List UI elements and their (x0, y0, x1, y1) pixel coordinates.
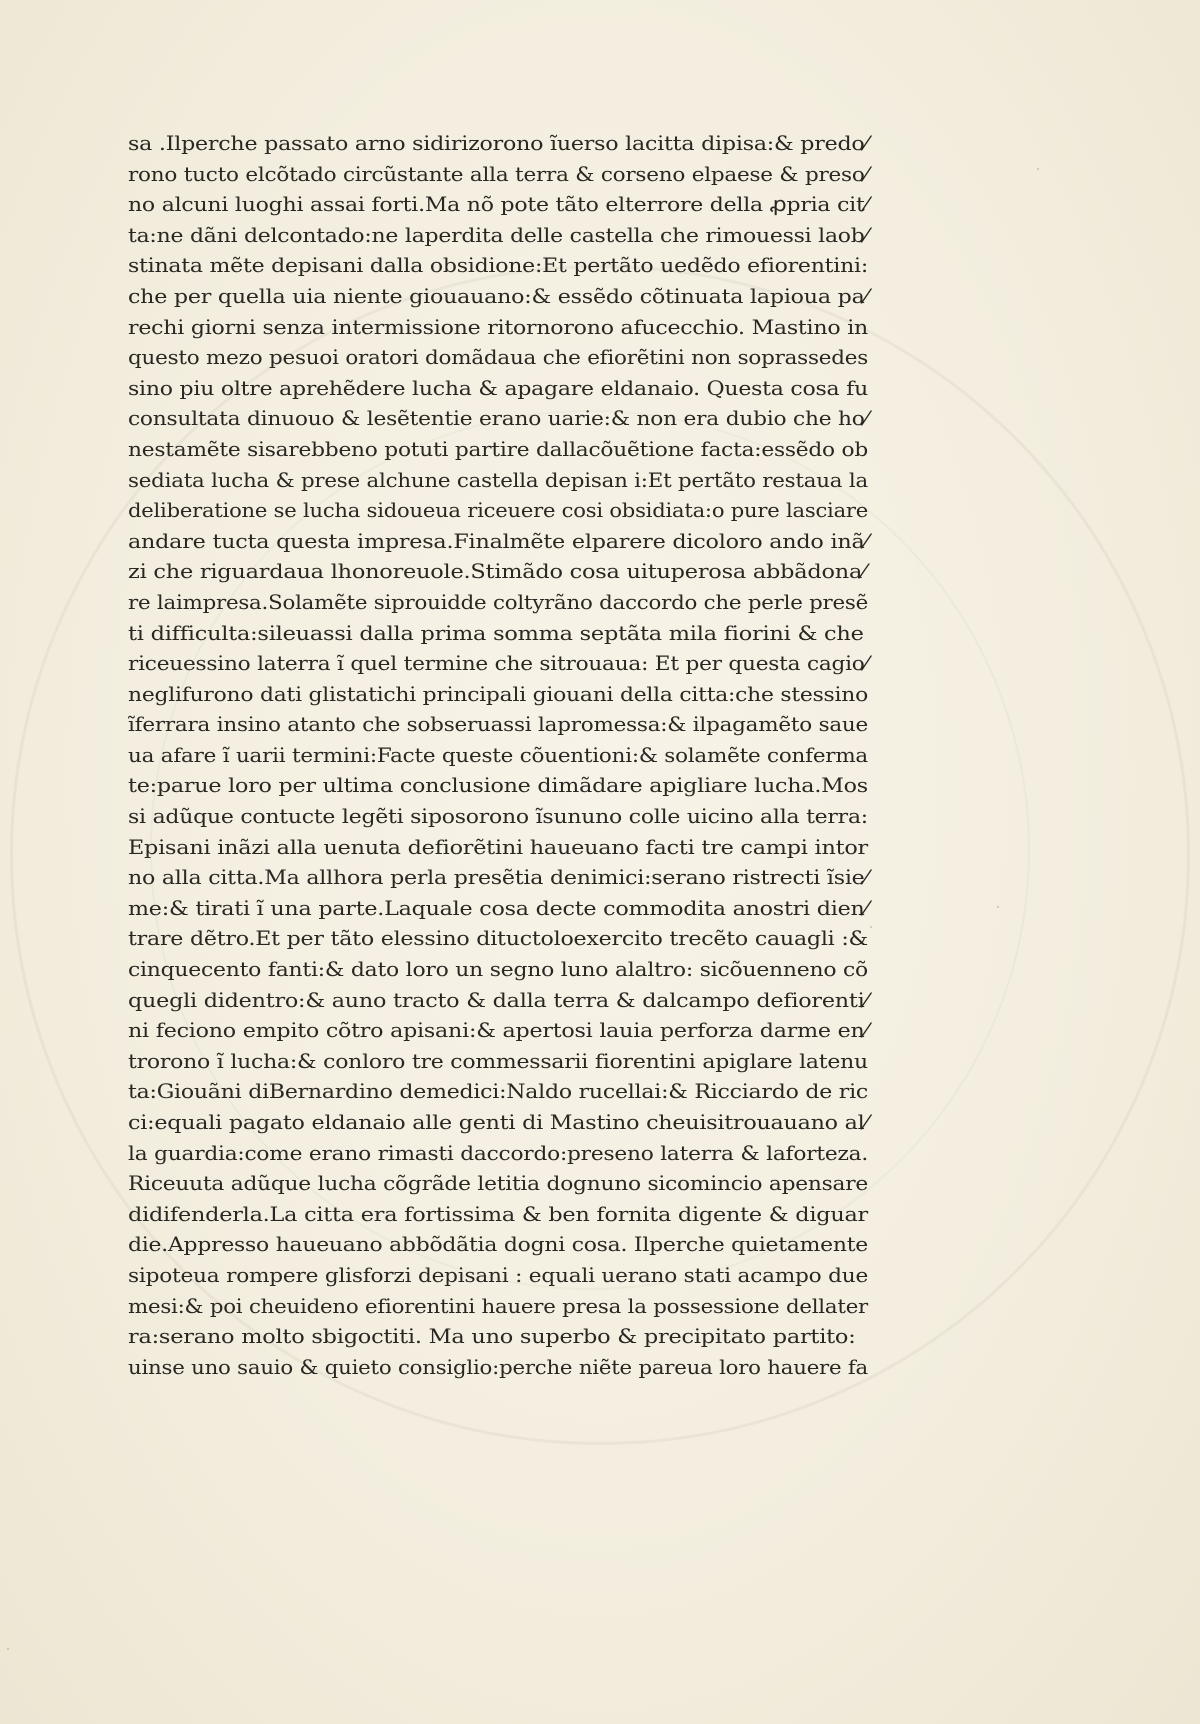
text-line: ci:equali pagato eldanaio alle genti di Mastino cheuisitrouauano al⁄ (128, 1110, 869, 1134)
text-line: zi che riguardaua lhonoreuole.Stimãdo cosa uituperosa abbãdona⁄ (128, 559, 866, 584)
text-line: questo mezo pesuoi oratori domãdaua che efiorẽtini non soprassedes (128, 345, 869, 370)
text-line: ĩferrara insino atanto che sobseruassi lapromessa:& ilpagamẽto saue (128, 712, 869, 737)
text-line: che per quella uia niente giouauano:& essẽdo cõtinuata lapioua pa⁄ (128, 283, 869, 308)
text-line: sipoteua rompere glisforzi depisani : equali uerano stati acampo due (128, 1262, 869, 1287)
text-line: ra:serano molto sbigoctiti. Ma uno superbo & precipitato partito: (128, 1324, 856, 1349)
paper-speck (1037, 168, 1039, 170)
text-line: ta:Giouãni diBernardino demedici:Naldo rucellai:& Ricciardo de ric (128, 1079, 868, 1104)
text-line: nestamẽte sisarebbeno potuti partire dallacõuẽtione facta:essẽdo ob (128, 436, 869, 461)
text-line: ti difficulta:sileuassi dalla prima somma septãta mila fiorini & che (128, 620, 864, 645)
text-line: te:parue loro per ultima conclusione dimãdare apigliare lucha.Mos (128, 773, 868, 798)
text-line: re laimpresa.Solamẽte siprouidde coltyrãno daccordo che perle presẽ (128, 589, 869, 614)
text-line: me:& tirati ĩ una parte.Laquale cosa decte commodita anostri dien⁄ (128, 895, 869, 920)
text-line: sediata lucha & prese alchune castella depisan i:Et pertãto restaua la (128, 467, 869, 492)
text-line: ua afare ĩ uarii termini:Facte queste cõuentioni:& solamẽte conferma (128, 742, 869, 767)
text-line: andare tucta questa impresa.Finalmẽte elparere dicoloro ando inã⁄ (128, 528, 869, 553)
paper-speck (997, 906, 999, 908)
text-line: sino piu oltre aprehẽdere lucha & apagare eldanaio. Questa cosa fu (128, 375, 869, 400)
text-line: quegli didentro:& auno tracto & dalla terra & dalcampo defiorenti⁄ (128, 987, 869, 1012)
text-line: la guardia:come erano rimasti daccordo:preseno laterra & laforteza. (128, 1140, 869, 1165)
text-line: Episani inãzi alla uenuta defiorẽtini haueuano facti tre campi intor (128, 834, 868, 859)
text-line: deliberatione se lucha sidoueua riceuere cosi obsidiata:o pure lasciare (128, 498, 869, 523)
text-line: riceuessino laterra ĩ quel termine che sitrouaua: Et per questa cagio⁄ (128, 651, 868, 676)
text-line: mesi:& poi cheuideno efiorentini hauere presa la possessione dellater (128, 1293, 869, 1318)
text-line: si adũque contucte legẽti siposorono ĩsununo colle uicino alla terra: (128, 804, 868, 829)
printed-text-block (128, 128, 878, 1382)
paper-speck (7, 1648, 9, 1650)
text-line: uinse uno sauio & quieto consiglio:perche niẽte pareua loro hauere fa (128, 1354, 869, 1379)
text-line: Riceuuta adũque lucha cõgrãde letitia dognuno sicomincio apensare (128, 1171, 869, 1196)
text-line: neglifurono dati glistatichi principali giouani della citta:che stessino (128, 681, 869, 706)
text-line: cinquecento fanti:& dato loro un segno luno alaltro: sicõuenneno cõ (128, 957, 868, 982)
text-line: ta:ne dãni delcontado:ne laperdita delle castella che rimouessi laob⁄ (128, 222, 868, 247)
text-line: stinata mẽte depisani dalla obsidione:Et pertãto uedẽdo efiorentini: (128, 253, 869, 278)
text-line: no alcuni luoghi assai forti.Ma nõ pote tãto elterrore della ꝓpria cit⁄ (128, 192, 869, 217)
text-line: rechi giorni senza intermissione ritornorono afucecchio. Mastino in (128, 314, 868, 339)
text-line: ni feciono empito cõtro apisani:& apertosi lauia perforza darme en⁄ (128, 1018, 869, 1043)
text-line: trorono ĩ lucha:& conloro tre commessarii fiorentini apiglare latenu (128, 1048, 868, 1073)
text-line: sa .Ilperche passato arno sidirizorono ĩuerso lacitta dipisa:& predo⁄ (128, 131, 868, 155)
text-line: no alla citta.Ma allhora perla presẽtia denimici:serano ristrecti ĩsie⁄ (128, 865, 868, 890)
text-line: rono tucto elcõtado circũstante alla terra & corseno elpaese & preso⁄ (128, 161, 868, 186)
text-line: trare dẽtro.Et per tãto elessino dituctoloexercito trecẽto cauagli :& (128, 926, 869, 951)
text-line: didifenderla.La citta era fortissima & ben fornita digente & diguar (128, 1201, 869, 1226)
text-line: consultata dinuouo & lesẽtentie erano uarie:& non era dubio che ho⁄ (128, 406, 868, 431)
text-line: die.Appresso haueuano abbõdãtia dogni cosa. Ilperche quietamente (128, 1232, 868, 1257)
